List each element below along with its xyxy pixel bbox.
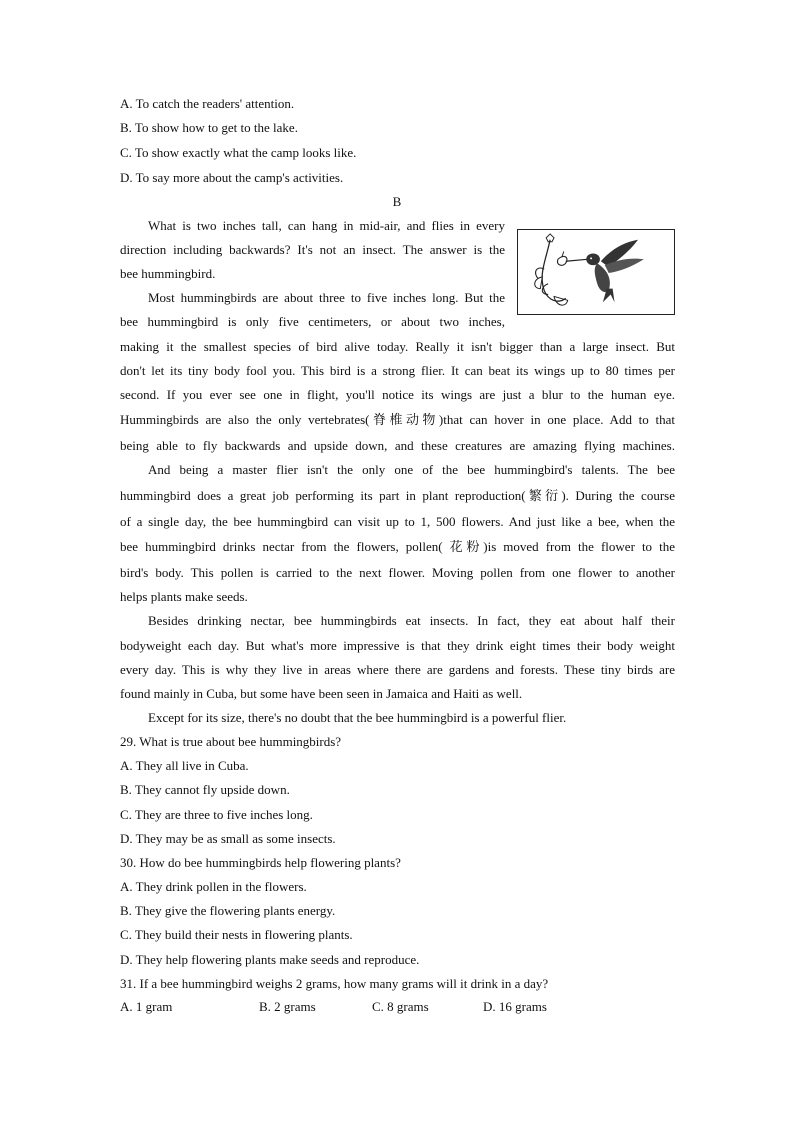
q29-option-b[interactable]: B. They cannot fly upside down. [120, 782, 290, 797]
q30-option-c[interactable]: C. They build their nests in flowering plants. [120, 927, 353, 942]
p4-line-1: Besides drinking nectar, bee hummingbirds eat insects. In fact, they eat about half their [148, 613, 675, 628]
p2-line-1: Most hummingbirds are about three to five inches long. But the [148, 290, 505, 305]
p4-line-2: bodyweight each day. But what's more impressive is that they drink eight times their body weight [120, 638, 675, 653]
p3-line-4: bee hummingbird drinks nectar from the flowers, pollen( 花粉)is moved from the flower to the [120, 539, 675, 554]
p1-line-1: What is two inches tall, can hang in mid-air, and flies in every [148, 218, 505, 233]
p3-line-1: And being a master flier isn't the only one of the bee hummingbird's talents. The bee [148, 462, 675, 477]
p5-line-1: Except for its size, there's no doubt that the bee hummingbird is a powerful flier. [148, 710, 567, 725]
q31-option-a[interactable]: A. 1 gram [120, 999, 173, 1014]
p1-line-3: bee hummingbird. [120, 266, 216, 281]
p4-line-4: found mainly in Cuba, but some have been seen in Jamaica and Haiti as well. [120, 686, 523, 701]
p2-line-3: making it the smallest species of bird alive today. Really it isn't bigger than a large insect. But [120, 339, 675, 354]
p2-line-2: bee hummingbird is only five centimeters, or about two inches, [120, 314, 505, 329]
p1-line-2: direction including backwards? It's not an insect. The answer is the [120, 242, 505, 257]
section-label: B [392, 194, 402, 209]
q31-option-b[interactable]: B. 2 grams [259, 999, 316, 1014]
prev-option-b: B. To show how to get to the lake. [120, 120, 298, 135]
q31-stem: 31. If a bee hummingbird weighs 2 grams, how many grams will it drink in a day? [120, 976, 549, 991]
q31-option-c[interactable]: C. 8 grams [372, 999, 429, 1014]
p2-line-7: being able to fly backwards and upside down, and these creatures are amazing flying machines. [120, 438, 675, 453]
p3-line-2: hummingbird does a great job performing its part in plant reproduction(繁衍). During the course [120, 488, 675, 503]
p2-line-6: Hummingbirds are also the only vertebrates(脊椎动物)that can hover in one place. Add to that [120, 412, 675, 427]
q30-stem: 30. How do bee hummingbirds help flowering plants? [120, 855, 401, 870]
q29-option-c[interactable]: C. They are three to five inches long. [120, 807, 313, 822]
q30-option-a[interactable]: A. They drink pollen in the flowers. [120, 879, 307, 894]
q29-stem: 29. What is true about bee hummingbirds? [120, 734, 342, 749]
hummingbird-figure [517, 229, 675, 315]
q29-option-d[interactable]: D. They may be as small as some insects. [120, 831, 336, 846]
p4-line-3: every day. This is why they live in areas where there are gardens and forests. These tiny birds are [120, 662, 675, 677]
q30-option-b[interactable]: B. They give the flowering plants energy. [120, 903, 336, 918]
p3-line-5: bird's body. This pollen is carried to the next flower. Moving pollen from one flower to another [120, 565, 675, 580]
q29-option-a[interactable]: A. They all live in Cuba. [120, 758, 249, 773]
prev-option-d: D. To say more about the camp's activities. [120, 170, 344, 185]
q31-option-d[interactable]: D. 16 grams [483, 999, 547, 1014]
p3-line-6: helps plants make seeds. [120, 589, 248, 604]
p2-line-4: don't let its tiny body fool you. This bird is a strong flier. It can beat its wings up to 80 times per [120, 363, 675, 378]
hummingbird-flower-icon [518, 230, 674, 314]
p2-line-5: second. If you ever see one in flight, you'll notice its wings are just a blur to the human eye. [120, 387, 675, 402]
q30-option-d[interactable]: D. They help flowering plants make seeds and reproduce. [120, 952, 420, 967]
p3-line-3: of a single day, the bee hummingbird can visit up to 1, 500 flowers. And just like a bee, when the [120, 514, 675, 529]
prev-option-c: C. To show exactly what the camp looks like. [120, 145, 357, 160]
prev-option-a: A. To catch the readers' attention. [120, 96, 295, 111]
